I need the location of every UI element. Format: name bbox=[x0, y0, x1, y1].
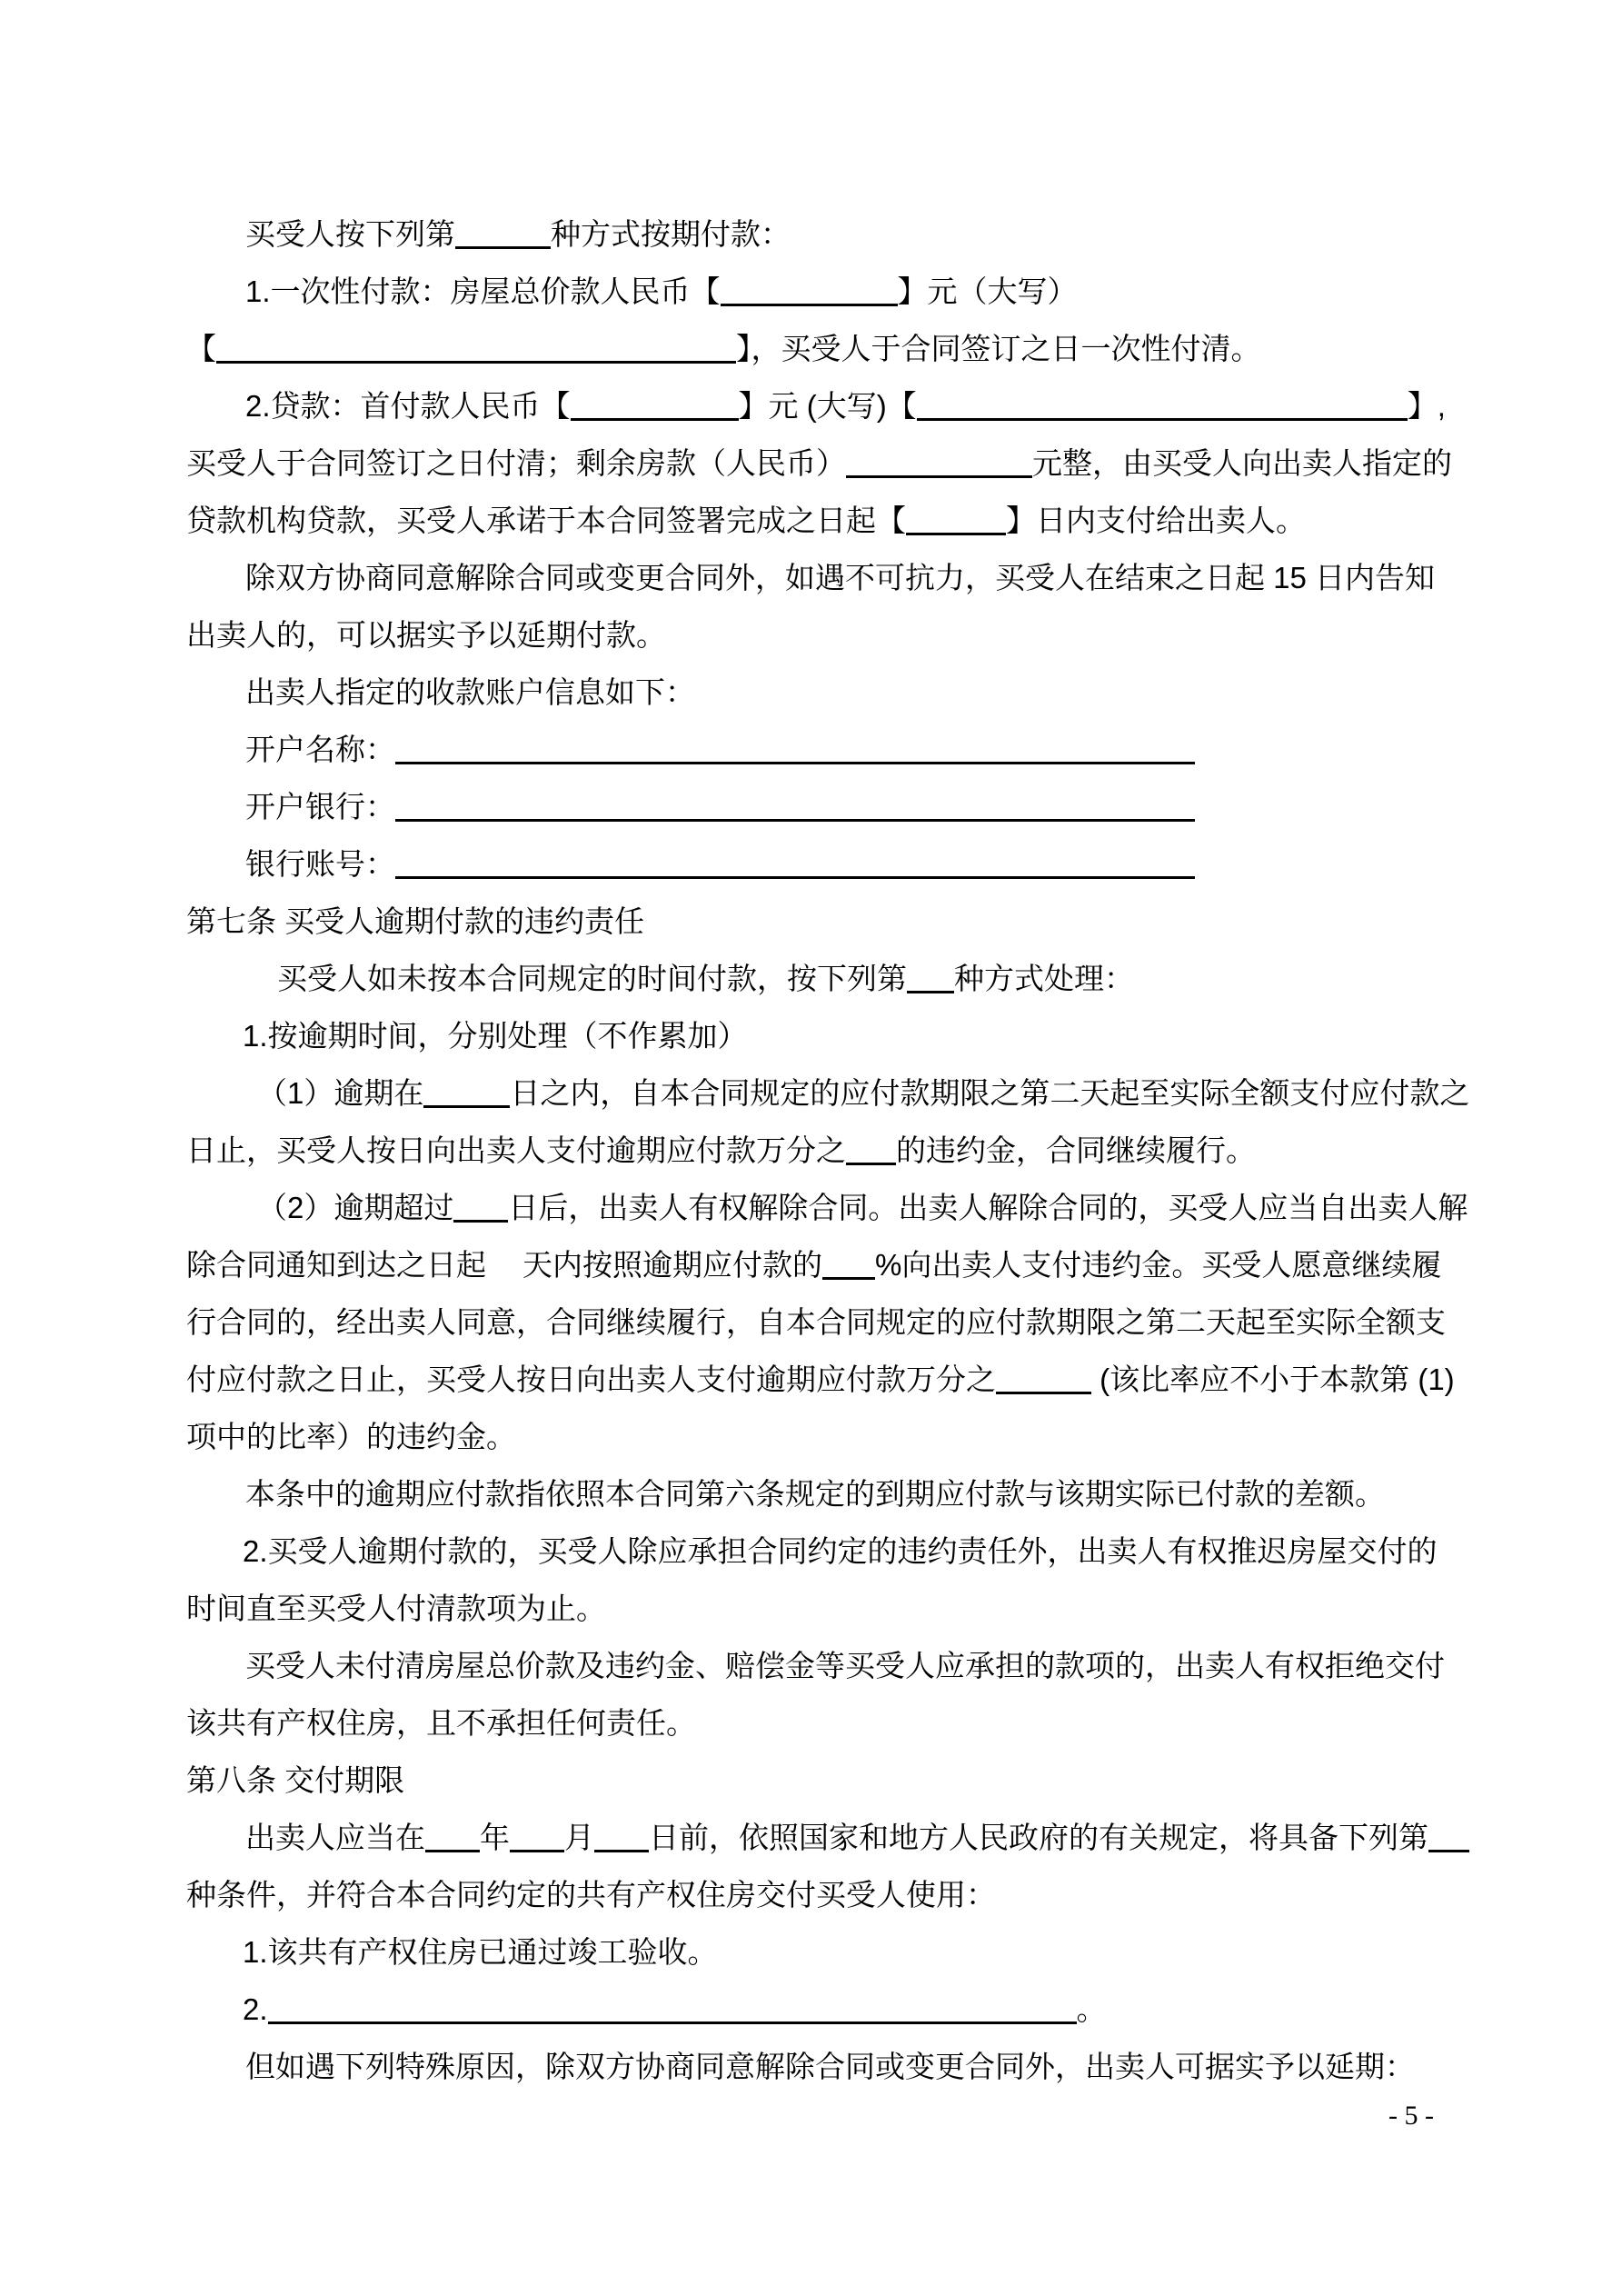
document-line bbox=[186, 205, 1477, 263]
text-run: 出卖人的，可以据实予以延期付款。 bbox=[186, 618, 666, 652]
page-number: - 5 - bbox=[1388, 2101, 1434, 2131]
document-line bbox=[186, 1122, 1477, 1179]
page-content bbox=[186, 205, 1477, 2095]
document-line bbox=[186, 263, 1477, 320]
text-run: 】元 (大写)【 bbox=[738, 389, 917, 423]
text-run: 贷款机构贷款，买受人承诺于本合同签署完成之日起【 bbox=[186, 504, 906, 537]
blank-field bbox=[594, 1822, 649, 1852]
blank-field bbox=[721, 276, 898, 306]
text-run: 2.买受人逾期付款的，买受人除应承担合同约定的违约责任外，出卖人有权推迟房屋交付的 bbox=[243, 1534, 1438, 1568]
document-line bbox=[186, 1637, 1477, 1694]
blank-field bbox=[571, 391, 739, 421]
text-run: 买受人于合同签订之日付清；剩余房款（人民币） bbox=[186, 446, 846, 480]
text-run: 开户银行： bbox=[245, 790, 395, 824]
blank-field bbox=[455, 219, 551, 249]
text-run: 日前，依照国家和地方人民政府的有关规定，将具备下列第 bbox=[649, 1821, 1428, 1854]
text-run: 第八条 交付期限 bbox=[186, 1763, 405, 1797]
blank-field bbox=[906, 505, 1006, 535]
document-line bbox=[186, 1981, 1477, 2038]
text-run: 日之内，自本合同规定的应付款期限之第二天起至实际全额支付应付款之 bbox=[510, 1076, 1470, 1110]
document-line bbox=[186, 1923, 1477, 1981]
document-line bbox=[186, 1522, 1477, 1580]
text-run: 1.该共有产权住房已通过竣工验收。 bbox=[243, 1935, 718, 1969]
text-run: 买受人按下列第 bbox=[245, 217, 455, 251]
document-line bbox=[186, 664, 1477, 721]
text-run: 项中的比率）的违约金。 bbox=[186, 1420, 516, 1453]
text-run: 出卖人指定的收款账户信息如下： bbox=[245, 675, 695, 709]
text-run: 】日内支付给出卖人。 bbox=[1006, 504, 1306, 537]
document-line bbox=[186, 950, 1477, 1007]
document-line bbox=[186, 549, 1477, 606]
blank-field bbox=[822, 1250, 875, 1280]
document-line bbox=[186, 1064, 1477, 1122]
document-line bbox=[186, 434, 1477, 492]
text-run: 开户名称： bbox=[245, 733, 395, 766]
blank-field bbox=[425, 1822, 480, 1852]
document-line bbox=[186, 893, 1477, 950]
text-run: 2. bbox=[243, 1992, 268, 2026]
text-run: 银行账号： bbox=[245, 847, 395, 881]
blank-field bbox=[907, 963, 954, 993]
text-run: 】, bbox=[1407, 389, 1446, 423]
text-run: （1）逾期在 bbox=[257, 1076, 424, 1110]
text-run: 除双方协商同意解除合同或变更合同外，如遇不可抗力，买受人在结束之日起 15 日内告知 bbox=[245, 561, 1436, 594]
document-line bbox=[186, 1752, 1477, 1809]
text-run: (该比率应不小于本款第 (1) bbox=[1091, 1363, 1455, 1396]
text-run: %向出卖人支付违约金。买受人愿意继续履 bbox=[875, 1248, 1442, 1282]
blank-field bbox=[846, 448, 1032, 478]
blank-field bbox=[917, 391, 1408, 421]
text-run: 种方式按期付款： bbox=[551, 217, 791, 251]
text-run: 。 bbox=[1076, 1992, 1107, 2026]
text-run: 除合同通知到达之日起 bbox=[186, 1248, 486, 1282]
text-run: 该共有产权住房，且不承担任何责任。 bbox=[186, 1706, 696, 1740]
text-run: 天内按照逾期应付款的 bbox=[522, 1248, 822, 1282]
document-line bbox=[186, 1809, 1477, 1866]
document-line bbox=[186, 2038, 1477, 2095]
document-line bbox=[186, 1179, 1477, 1236]
blank-field bbox=[395, 734, 1195, 764]
text-run: 的违约金，合同继续履行。 bbox=[896, 1133, 1256, 1167]
document-line bbox=[186, 1236, 1477, 1293]
document-line bbox=[186, 1293, 1477, 1351]
text-run: 月 bbox=[564, 1821, 594, 1854]
text-run: （2）逾期超过 bbox=[257, 1191, 454, 1224]
text-run: 种条件，并符合本合同约定的共有产权住房交付买受人使用： bbox=[186, 1878, 996, 1912]
document-line bbox=[186, 1351, 1477, 1408]
document-line bbox=[186, 1408, 1477, 1465]
document-line bbox=[186, 835, 1477, 893]
blank-field bbox=[996, 1364, 1091, 1394]
document-line bbox=[186, 1007, 1477, 1064]
blank-field bbox=[268, 1994, 1077, 2024]
document-line bbox=[186, 492, 1477, 549]
text-run: 】元（大写） bbox=[897, 275, 1078, 308]
blank-field bbox=[846, 1135, 896, 1165]
blank-field bbox=[510, 1822, 564, 1852]
blank-field bbox=[1428, 1822, 1469, 1852]
document-line bbox=[186, 1866, 1477, 1923]
text-run: 1.一次性付款：房屋总价款人民币【 bbox=[245, 275, 721, 308]
text-run: 日止，买受人按日向出卖人支付逾期应付款万分之 bbox=[186, 1133, 846, 1167]
text-run: 元整，由买受人向出卖人指定的 bbox=[1032, 446, 1452, 480]
text-run: 2.贷款：首付款人民币【 bbox=[245, 389, 571, 423]
text-run: 付应付款之日止，买受人按日向出卖人支付逾期应付款万分之 bbox=[186, 1363, 996, 1396]
text-run: 第七条 买受人逾期付款的违约责任 bbox=[186, 904, 645, 938]
text-run: 但如遇下列特殊原因，除双方协商同意解除合同或变更合同外，出卖人可据实予以延期： bbox=[245, 2050, 1415, 2083]
text-run: 买受人未付清房屋总价款及违约金、赔偿金等买受人应承担的款项的，出卖人有权拒绝交付 bbox=[245, 1649, 1445, 1682]
spacing-gap bbox=[486, 1266, 522, 1275]
document-line bbox=[186, 721, 1477, 778]
text-run: 年 bbox=[480, 1821, 510, 1854]
blank-field bbox=[423, 1078, 510, 1108]
text-run: 】，买受人于合同签订之日一次性付清。 bbox=[736, 332, 1261, 365]
text-run: 时间直至买受人付清款项为止。 bbox=[186, 1592, 606, 1625]
text-run: 【 bbox=[186, 332, 216, 365]
document-line bbox=[186, 1580, 1477, 1637]
text-run: 日后，出卖人有权解除合同。出卖人解除合同的，买受人应当自出卖人解 bbox=[508, 1191, 1468, 1224]
blank-field bbox=[395, 849, 1195, 879]
blank-field bbox=[453, 1193, 508, 1223]
document-line bbox=[186, 377, 1477, 434]
blank-field bbox=[216, 334, 736, 364]
blank-field bbox=[395, 792, 1195, 822]
document-line bbox=[186, 320, 1477, 377]
document-line bbox=[186, 778, 1477, 835]
document-line bbox=[186, 1694, 1477, 1752]
text-run: 出卖人应当在 bbox=[245, 1821, 425, 1854]
document-line bbox=[186, 606, 1477, 664]
text-run: 种方式处理： bbox=[954, 962, 1134, 995]
text-run: 1.按逾期时间，分别处理（不作累加） bbox=[243, 1019, 748, 1053]
document-line bbox=[186, 1465, 1477, 1522]
text-run: 本条中的逾期应付款指依照本合同第六条规定的到期应付款与该期实际已付款的差额。 bbox=[245, 1477, 1385, 1511]
text-run: 买受人如未按本合同规定的时间付款，按下列第 bbox=[277, 962, 907, 995]
text-run: 行合同的，经出卖人同意，合同继续履行，自本合同规定的应付款期限之第二天起至实际全额支 bbox=[186, 1305, 1446, 1339]
